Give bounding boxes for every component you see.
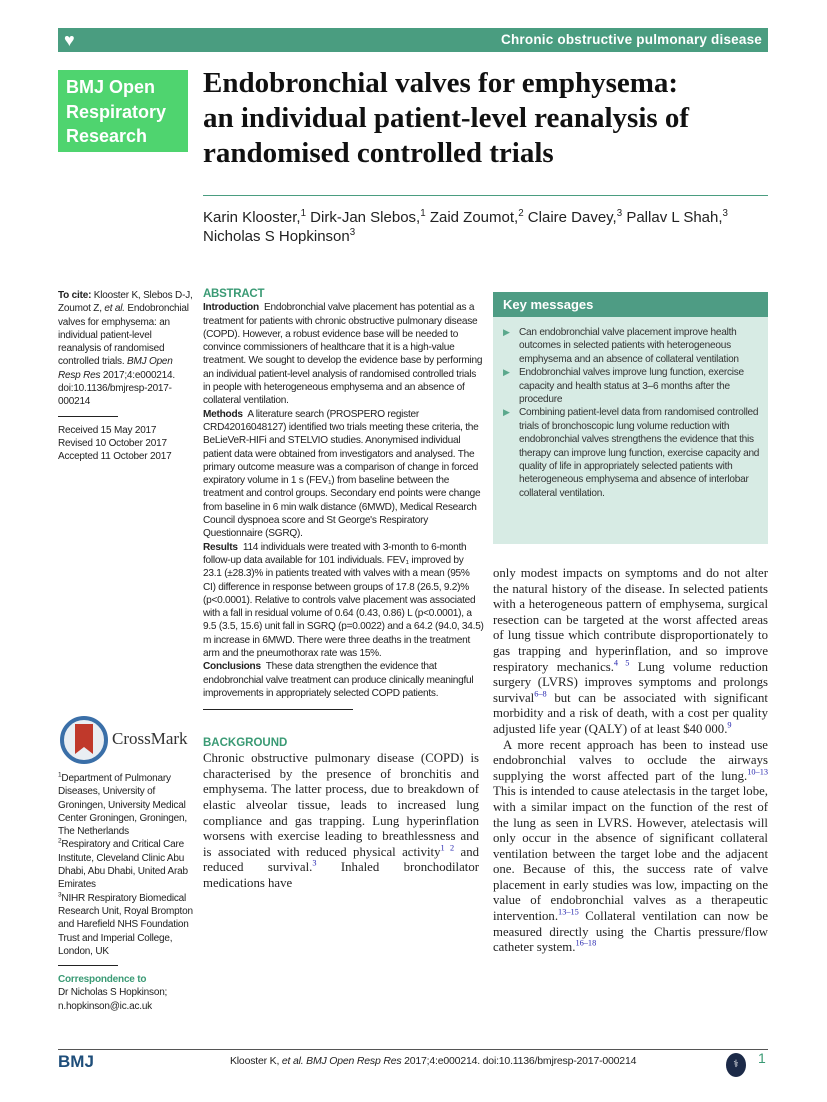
footer-etal: et al.: [281, 1055, 304, 1067]
key-message-text: Can endobronchial valve placement improve health outcomes in selected patients with heterogeneous emphysema and an absence of collateral ventilation: [519, 327, 739, 365]
bmj-logo: BMJ: [58, 1052, 94, 1071]
reference-link[interactable]: 6–8: [534, 689, 547, 699]
author-affiliation-ref[interactable]: 2: [518, 208, 524, 219]
title-line: an individual patient-level reanalysis of: [203, 102, 690, 134]
page-number: 1: [758, 1050, 766, 1066]
abstract-section-label: Methods: [203, 408, 243, 420]
cite-label: To cite:: [58, 290, 92, 301]
abstract-section: [203, 541, 484, 661]
key-messages-heading: Key messages: [493, 292, 768, 317]
section-header-bar: [58, 28, 768, 52]
body-paragraph: [493, 566, 768, 738]
society-seal-icon: ⚕: [726, 1053, 746, 1077]
abstract-section: [203, 660, 484, 700]
key-message-text: Endobronchial valves improve lung function, exercise capacity and health status at 3–6 months after the procedure: [519, 367, 744, 406]
affiliation-text: Respiratory and Critical Care Institute, Cleveland Clinic Abu Dhabi, Abu Dhabi, United Arab Emirates: [58, 839, 188, 891]
cite-text: Endobronchial valves for emphysema: an individual patient-level reanalysis of randomised controlled trials.: [58, 303, 189, 368]
reference-link[interactable]: 9: [727, 720, 732, 730]
middle-column: [203, 288, 484, 892]
abstract-section-text: 114 individuals were treated with 3-month to 6-month follow-up data available for 101 individuals. FEV₁ improved by 23.1 (±28.3)% in patients treated with valves with a mean (95% CI) difference in response between groups of 17.8 (26.5, 9.2)% (p<0.0001). Relative to controls valve placement was associated with a fall in residual volume of 0.64 (0.43, 0.86) L (p<0.0001), a 9.5 (3.5, 15.6) unit fall in SGRQ (p=0.0022) and a 64.2 (94.0, 34.5) m increase in 6MWD. There were three deaths in the treatment arm and the pneumothorax rate was 15%.: [203, 541, 484, 660]
footer-journal: BMJ Open Resp Res: [303, 1055, 402, 1067]
key-message-item: [503, 366, 765, 406]
author-name: Dirk-Jan Slebos,: [306, 209, 421, 226]
footer-divider: [58, 1049, 768, 1050]
abstract-heading: ABSTRACT: [203, 288, 265, 300]
accepted-date: Accepted 11 October 2017: [58, 451, 172, 463]
author-name: Karin Klooster,: [203, 209, 301, 226]
body-text: and reduced survival.: [203, 844, 479, 875]
article-title: [203, 66, 773, 171]
title-divider: [203, 195, 768, 196]
divider: [58, 965, 118, 966]
key-messages-list: [503, 326, 765, 500]
body-text: Lung volume reduction surgery (LVRS) improves symptoms and prolongs survival: [493, 659, 768, 705]
correspondence-block: [58, 965, 193, 1013]
abstract-divider: [203, 709, 353, 710]
divider: [58, 416, 118, 417]
affiliation-number: 1: [58, 771, 62, 779]
body-text: Chronic obstructive pulmonary disease (COPD) is characterised by the presence of bronchitis and emphysema. The latter process, due to breakdown of elastic alveolar tissue, leads to increased lung compliance and gas trapping. Lung hyperinflation worsens with exercise leading to breathlessness and is associated with reduced physical activity: [203, 751, 479, 859]
received-date: Received 15 May 2017: [58, 424, 157, 436]
body-paragraph: [493, 738, 768, 956]
abstract-section-label: Conclusions: [203, 661, 261, 673]
abstract-section-label: Introduction: [203, 302, 259, 314]
title-line: Endobronchial valves for emphysema:: [203, 67, 679, 99]
abstract-section: [203, 301, 484, 407]
section-label: Chronic obstructive pulmonary disease: [501, 32, 762, 47]
affiliations: [58, 772, 193, 958]
affiliation: [58, 892, 193, 958]
body-text: This is intended to cause atelectasis in the target lobe, with a similar impact on the function of the rest of the lung as seen in LVRS. However, atelectasis will only occur in the absence of significant collateral ventilation between the target lobe and the adjacent one. Because of this, the success rate of valve placement in early studies was low, impacting on the value of endobronchial valves as a therapeutic intervention.: [493, 784, 768, 924]
right-column: [493, 292, 768, 956]
body-text: only modest impacts on symptoms and do not alter the natural history of the disease. In selected patients with a heterogeneous pattern of emphysema, surgical resection can be targeted at the worst affected areas of lung tissue which contribute disproportionately to gas trapping and hyperinflation, and so improve respiratory mechanics.: [493, 566, 768, 674]
abstract-section-text: These data strengthen the evidence that endobronchial valve treatment can produce clinically meaningful improvements in appropriately selected COPD patients.: [203, 661, 474, 699]
author-affiliation-ref[interactable]: 1: [300, 208, 306, 219]
footer-authors: Klooster K,: [230, 1055, 282, 1067]
body-text: but can be associated with significant morbidity and a risk of death, with a cost per quality adjusted life year (QALY) of at least $40 000.: [493, 690, 768, 736]
citation-block: [58, 289, 193, 464]
author-name: Claire Davey,: [523, 209, 617, 226]
reference-link[interactable]: 13–15: [558, 907, 579, 917]
cite-journal: BMJ Open Resp Res: [58, 356, 173, 381]
footer-citation: [230, 1055, 636, 1067]
footer-doi: 2017;4:e000214. doi:10.1136/bmjresp-2017-000214: [401, 1055, 637, 1067]
cite-text: Klooster K, Slebos D-J, Zoumot Z,: [58, 290, 193, 315]
body-paragraph: [203, 751, 479, 891]
revised-date: Revised 10 October 2017: [58, 437, 167, 449]
body-text: A more recent approach has been to instead use endobronchial valves to occlude the airways supplying the worst affected part of the lung.: [493, 737, 768, 783]
affiliation-text: NIHR Respiratory Biomedical Research Unit, Royal Brompton and Harefield NHS Foundation Trust and Imperial College, London, UK: [58, 892, 193, 957]
reference-link[interactable]: 4 5: [613, 658, 630, 668]
affiliation-number: 2: [58, 838, 62, 846]
reference-link[interactable]: 10–13: [747, 767, 768, 777]
affiliation-number: 3: [58, 891, 62, 899]
body-text-right: [493, 566, 768, 956]
author-name: Nicholas S Hopkinson: [203, 228, 350, 245]
author-affiliation-ref[interactable]: 3: [349, 227, 356, 238]
crossmark-badge[interactable]: [60, 716, 195, 764]
key-message-text: Combining patient-level data from randomised controlled trials of bronchoscopic lung volume reduction with endobronchial valves strengthens the evidence that this therapy can improve lung function, exercise capacity and quality of life in appropriately selected patients with heterogeneous emphysema and absence of interlobar collateral ventilation.: [519, 407, 760, 499]
author-name: Pallav L Shah,: [622, 209, 723, 226]
author-affiliation-ref[interactable]: 1: [420, 208, 426, 219]
bullet-arrow-icon: ▶: [503, 367, 510, 378]
bullet-arrow-icon: ▶: [503, 327, 510, 337]
reference-link[interactable]: 16–18: [575, 938, 597, 948]
abstract-section-text: Endobronchial valve placement has potential as a treatment for patients with chronic obstructive pulmonary disease (COPD). However, a robust evidence base will be needed to convince commissioners of healthcare that it is a high-value treatment. We sought to develop the evidence base by performing an individual patient-level analysis of randomised controlled trials in people with heterogeneous emphysema and an absence of collateral ventilation.: [203, 302, 483, 407]
correspondence-label: Correspondence to: [58, 974, 147, 986]
cite-etal: et al.: [104, 303, 125, 315]
affiliation-text: Department of Pulmonary Diseases, University of Groningen, University Medical Center Groningen, Groningen, The Netherlands: [58, 773, 187, 838]
title-line: randomised controlled trials: [203, 137, 554, 169]
logo-line: Respiratory: [66, 101, 167, 122]
key-message-item: [503, 326, 765, 366]
logo-line: Research: [66, 126, 148, 146]
crossmark-icon: [60, 716, 108, 764]
body-text: Inhaled bronchodilator medications have: [203, 860, 479, 890]
journal-logo: [58, 70, 188, 152]
abstract-section-text: A literature search (PROSPERO register CRD42016048127) identified two trials meeting these criteria, the BeLieVeR-HIFi and STELVIO studies. Anonymised individual patient data were obtained from investigators and analysed. The primary outcome measure was a comparison of change in forced expiratory volume in 1 s (FEV₁) from baseline between the treatment and control groups. Secondary end points were change from baseline in 6 min walk distance (6MWD), Medical Research Council dyspnoea score and St George's Respiratory Questionnaire (SGRQ).: [203, 408, 481, 540]
logo-line: BMJ Open: [66, 77, 156, 97]
open-access-icon: ♥: [64, 30, 75, 50]
author-name: Zaid Zoumot,: [425, 209, 519, 226]
author-affiliation-ref[interactable]: 3: [616, 208, 623, 219]
crossmark-label: CrossMark: [112, 729, 188, 748]
body-text: Collateral ventilation can now be measured directly using the Chartis pressure/flow catheter system.: [493, 909, 768, 955]
affiliation: [58, 838, 193, 891]
author-list: [203, 208, 768, 246]
abstract-section: [203, 408, 484, 541]
correspondence-name: Dr Nicholas S Hopkinson;: [58, 987, 168, 999]
author-affiliation-ref[interactable]: 3: [722, 208, 728, 219]
affiliation: [58, 772, 193, 838]
reference-link[interactable]: 1 2: [440, 843, 455, 853]
abstract-section-label: Results: [203, 541, 238, 553]
key-messages-box: [493, 292, 768, 544]
body-text-left: [203, 751, 479, 891]
abstract: [203, 288, 484, 700]
key-message-item: [503, 406, 765, 500]
left-sidebar-lower: [58, 772, 193, 1013]
background-heading: BACKGROUND: [203, 737, 288, 750]
reference-link[interactable]: 3: [312, 859, 317, 869]
correspondence-email[interactable]: n.hopkinson@ic.ac.uk: [58, 1000, 152, 1012]
cite-doi[interactable]: 2017;4:e000214. doi:10.1136/bmjresp-2017-000214: [58, 369, 175, 408]
bullet-arrow-icon: ▶: [503, 407, 510, 418]
